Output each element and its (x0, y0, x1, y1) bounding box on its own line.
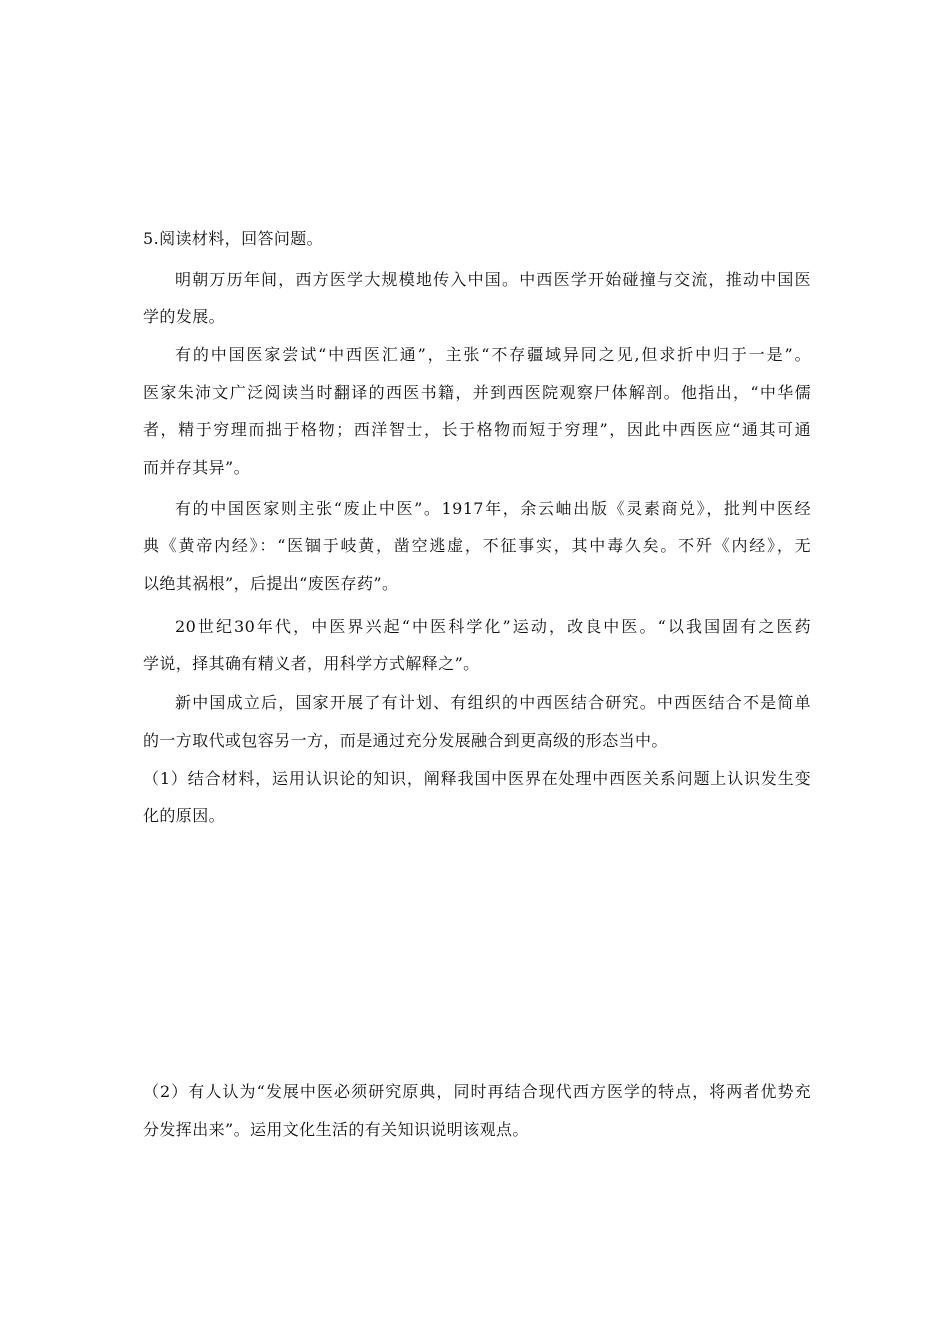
paragraph-3-line-1: 有的中国医家则主张“废止中医”。1917年，余云岫出版《灵素商兑》，批判中医经 (175, 499, 811, 518)
sub-question-2-line-2: 分发挥出来”。运用文化生活的有关知识说明该观点。 (143, 1120, 529, 1139)
paragraph-4-line-1: 20世纪30年代，中医界兴起“中医科学化”运动，改良中医。“以我国固有之医药 (175, 617, 811, 636)
paragraph-5-line-1: 新中国成立后，国家开展了有计划、有组织的中西医结合研究。中西医结合不是简单 (175, 693, 811, 712)
paragraph-2-line-1: 有的中国医家尝试“中西医汇通”，主张“不存疆域异同之见,但求折中归于一是”。 (175, 345, 811, 364)
paragraph-4-line-2: 学说，择其确有精义者，用科学方式解释之”。 (143, 654, 480, 673)
paragraph-1-line-1: 明朝万历年间，西方医学大规模地传入中国。中西医学开始碰撞与交流，推动中国医 (175, 270, 811, 289)
sub-question-2-line-1: （2）有人认为“发展中医必须研究原典，同时再结合现代西方医学的特点，将两者优势充 (143, 1082, 811, 1101)
paragraph-2-line-3: 者，精于穷理而拙于格物；西洋智士，长于格物而短于穷理”，因此中西医应“通其可通 (143, 420, 811, 439)
paragraph-2-line-2: 医家朱沛文广泛阅读当时翻译的西医书籍，并到西医院观察尸体解剖。他指出，“中华儒 (143, 383, 811, 402)
sub-question-1-line-1: （1）结合材料，运用认识论的知识，阐释我国中医界在处理中西医关系问题上认识发生变 (143, 769, 811, 788)
paragraph-1-line-2: 学的发展。 (143, 307, 226, 326)
paragraph-5-line-2: 的一方取代或包容另一方，而是通过充分发展融合到更高级的形态当中。 (143, 731, 668, 750)
question-title: 5.阅读材料，回答问题。 (143, 229, 324, 248)
paragraph-3-line-3: 以绝其祸根”，后提出“废医存药”。 (143, 574, 399, 593)
sub-question-1-line-2: 化的原因。 (143, 806, 226, 825)
paragraph-3-line-2: 典《黄帝内经》：“医锢于岐黄，凿空逃虚，不征事实，其中毒久矣。不歼《内经》，无 (143, 536, 811, 555)
paragraph-2-line-4: 而并存其异”。 (143, 458, 250, 477)
